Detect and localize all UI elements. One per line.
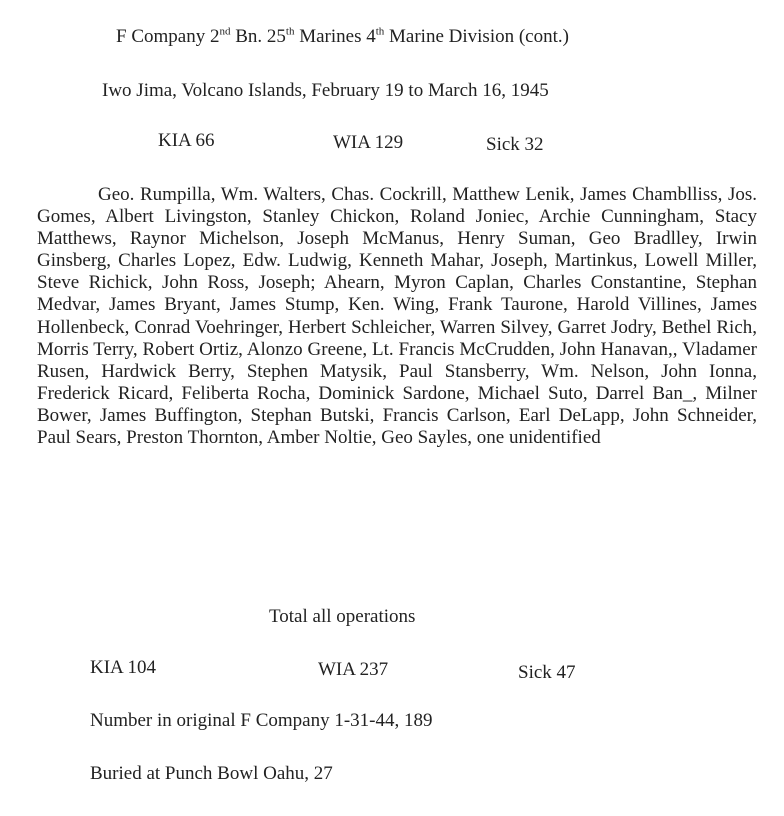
- total-sick: Sick 47: [518, 662, 576, 683]
- operation-subtitle: Iwo Jima, Volcano Islands, February 19 to March 16, 1945: [102, 80, 549, 101]
- total-kia: KIA 104: [90, 657, 156, 678]
- title-part-4: Marine Division (cont.): [384, 26, 569, 47]
- iwo-jima-wia: WIA 129: [333, 132, 404, 153]
- buried-count: Buried at Punch Bowl Oahu, 27: [90, 763, 333, 784]
- title-sup-2: th: [285, 25, 295, 38]
- original-company-count: Number in original F Company 1-31-44, 189: [90, 710, 433, 731]
- title-part-3: Marines 4: [294, 26, 376, 47]
- casualty-names-paragraph: Geo. Rumpilla, Wm. Walters, Chas. Cockrill, Matthew Lenik, James Chamblliss, Jos. Gomes, Albert Livingston, Stanley Chickon, Roland Joniec, Archie Cunningham, Stacy Matthews, Raynor Michelson, Joseph McManus, Henry Suman, Geo Bradlley, Irwin Ginsberg, Charles Lopez, Edw. Ludwig, Kenneth Mahar, Joseph, Martinkus, Lowell Miller, Steve Richick, John Ross, Joseph; Ahearn, Myron Caplan, Charles Constantine, Stephan Medvar, James Bryant, James Stump, Ken. Wing, Frank Taurone, Harold Villines, James Hollenbeck, Conrad Voehringer, Herbert Schleicher, Warren Silvey, Garret Jodry, Bethel Rich, Morris Terry, Robert Ortiz, Alonzo Greene, Lt. Francis McCrudden, John Hanavan,, Vladamer Rusen, Hardwick Berry, Stephen Matysik, Paul Stansberry, Wm. Nelson, John Ionna, Frederick Ricard, Feliberta Rocha, Dominick Sardone, Michael Suto, Darrel Ban_, Milner Bower, James Buffington, Stephan Butski, Francis Carlson, Earl DeLapp, John Schneider, Paul Sears, Preston Thornton, Amber Noltie, Geo Sayles, one unidentified: [37, 184, 757, 449]
- total-wia: WIA 237: [318, 659, 389, 680]
- document-title: [116, 26, 569, 48]
- totals-heading: Total all operations: [269, 606, 416, 627]
- iwo-jima-sick: Sick 32: [486, 134, 544, 155]
- title-sup-1: nd: [219, 25, 231, 38]
- iwo-jima-kia: KIA 66: [158, 130, 215, 151]
- title-sup-3: th: [375, 25, 385, 38]
- title-part-2: Bn. 25: [230, 26, 286, 47]
- title-part-1: F Company 2: [116, 26, 220, 47]
